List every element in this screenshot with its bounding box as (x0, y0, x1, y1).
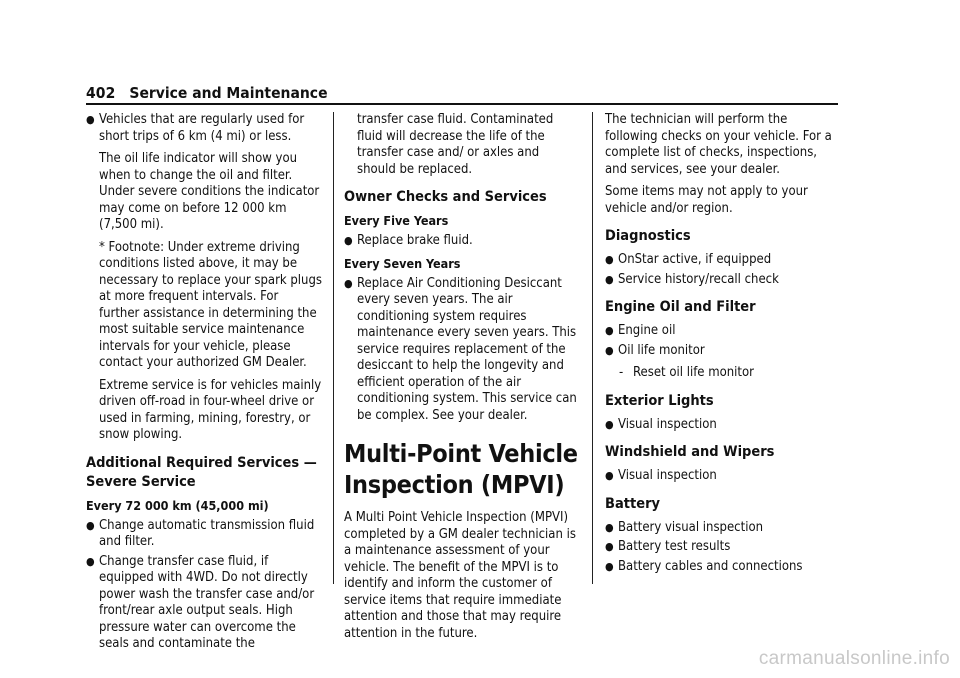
bullet-icon: ● (344, 276, 353, 290)
bullet-icon: ● (86, 113, 95, 126)
list-item: ● Battery cables and connections (605, 558, 803, 574)
page-number: 402 (86, 84, 116, 102)
bullet-icon: ● (605, 253, 614, 266)
section-heading: Battery (605, 495, 661, 512)
bullet-list (605, 417, 841, 434)
list-item: ● Change automatic transmission fluid and filter. (86, 517, 315, 549)
list-item: ● Replace brake fluid. (344, 233, 473, 248)
chapter-heading: Multi-Point Vehicle Inspection (MPVI) (344, 439, 578, 499)
section-heading: Exterior Lights (605, 392, 714, 409)
paragraph: * Footnote: Under extreme driving conditions listed above, it may be necessary to replace your spark plugs at more frequent intervals. For further assistance in determining the most suitable service maintenance intervals for your vehicle, please contact your authorized GM Dealer. (99, 239, 322, 370)
column-divider (333, 112, 334, 584)
paragraph: A Multi Point Vehicle Inspection (MPVI) completed by a GM dealer technician is a maintenance assessment of your vehicle. The benefit of the MPVI is to identify and inform the customer of service items that require immediate attention and those that may require attention in the future. (344, 510, 576, 641)
bullet-list (605, 520, 841, 576)
bullet-icon: ● (605, 540, 614, 553)
column-3 (605, 112, 841, 581)
list-item: ● Visual inspection (605, 468, 717, 483)
list-item: ● Vehicles that are regularly used for short trips of 6 km (4 mi) or less. (86, 112, 305, 144)
bullet-icon: ● (605, 272, 614, 286)
bullet-icon: ● (86, 554, 95, 568)
bullet-icon: ● (605, 520, 614, 534)
bullet-list (605, 252, 841, 288)
header-rule (86, 103, 838, 105)
section-heading: Engine Oil and Filter (605, 299, 756, 315)
subheading: Every 72 000 km (45,000 mi) (86, 497, 269, 513)
bullet-icon: ● (86, 518, 95, 532)
list-item: ● Engine oil (605, 323, 676, 338)
bullet-list (344, 276, 580, 425)
bullet-list (86, 518, 322, 653)
list-item: ● Visual inspection (605, 416, 717, 432)
list-item: ● OnStar active, if equipped (605, 252, 772, 267)
bullet-list (86, 112, 322, 145)
sub-list-item: - Reset oil life monitor (619, 365, 754, 380)
list-item: ● Change transfer case fluid, if equipped with 4WD. Do not directly power wash the transfer case and/or front/rear axle output seals. High pressure water can overcome the seals and contaminate the (86, 553, 315, 651)
bullet-list (344, 233, 580, 250)
dash-icon: - (619, 365, 624, 380)
bullet-icon: ● (605, 417, 614, 431)
list-item: ● Service history/recall check (605, 271, 779, 287)
paragraph: transfer case fluid. Contaminated fluid will decrease the life of the transfer case and/ or axles and should be replaced. (357, 112, 554, 177)
bullet-icon: ● (605, 343, 614, 357)
watermark: carmanualsonline.info (758, 648, 950, 669)
bullet-icon: ● (344, 234, 353, 247)
column-divider (592, 112, 593, 584)
paragraph: Some items may not apply to your vehicle and/or region. (605, 184, 808, 216)
paragraph: Extreme service is for vehicles mainly driven off-road in four-wheel drive or used in farming, mining, forestry, or snow plowing. (99, 377, 322, 442)
section-heading: Diagnostics (605, 228, 691, 244)
column-1 (86, 112, 322, 659)
list-item: ● Battery visual inspection (605, 519, 764, 535)
bullet-list (605, 468, 841, 485)
section-heading: Additional Required Services — Severe Service (86, 454, 317, 490)
bullet-icon: ● (605, 324, 614, 337)
page-header (86, 84, 328, 102)
list-item: ● Oil life monitor (605, 342, 705, 358)
bullet-icon: ● (605, 469, 614, 482)
bullet-list (605, 323, 841, 359)
paragraph: The technician will perform the following checks on your vehicle. For a complete list of checks, inspections, and services, see your dealer. (605, 112, 832, 177)
subheading: Every Seven Years (344, 255, 461, 271)
column-2 (344, 112, 580, 648)
subheading: Every Five Years (344, 213, 449, 228)
bullet-icon: ● (605, 559, 614, 573)
section-heading: Windshield and Wipers (605, 444, 775, 460)
section-heading: Owner Checks and Services (344, 189, 547, 205)
paragraph: The oil life indicator will show you when to change the oil and filter. Under severe conditions the indicator may come on before 12 000 km (7,500 mi). (99, 151, 320, 232)
section-title: Service and Maintenance (129, 84, 328, 102)
list-item: ● Replace Air Conditioning Desiccant every seven years. The air conditioning system requires maintenance every seven years. This service requires replacement of the desiccant to help the longevity and efficient operation of the air conditioning system. This service can be complex. See your dealer. (344, 275, 577, 423)
list-item: ● Battery test results (605, 539, 731, 554)
